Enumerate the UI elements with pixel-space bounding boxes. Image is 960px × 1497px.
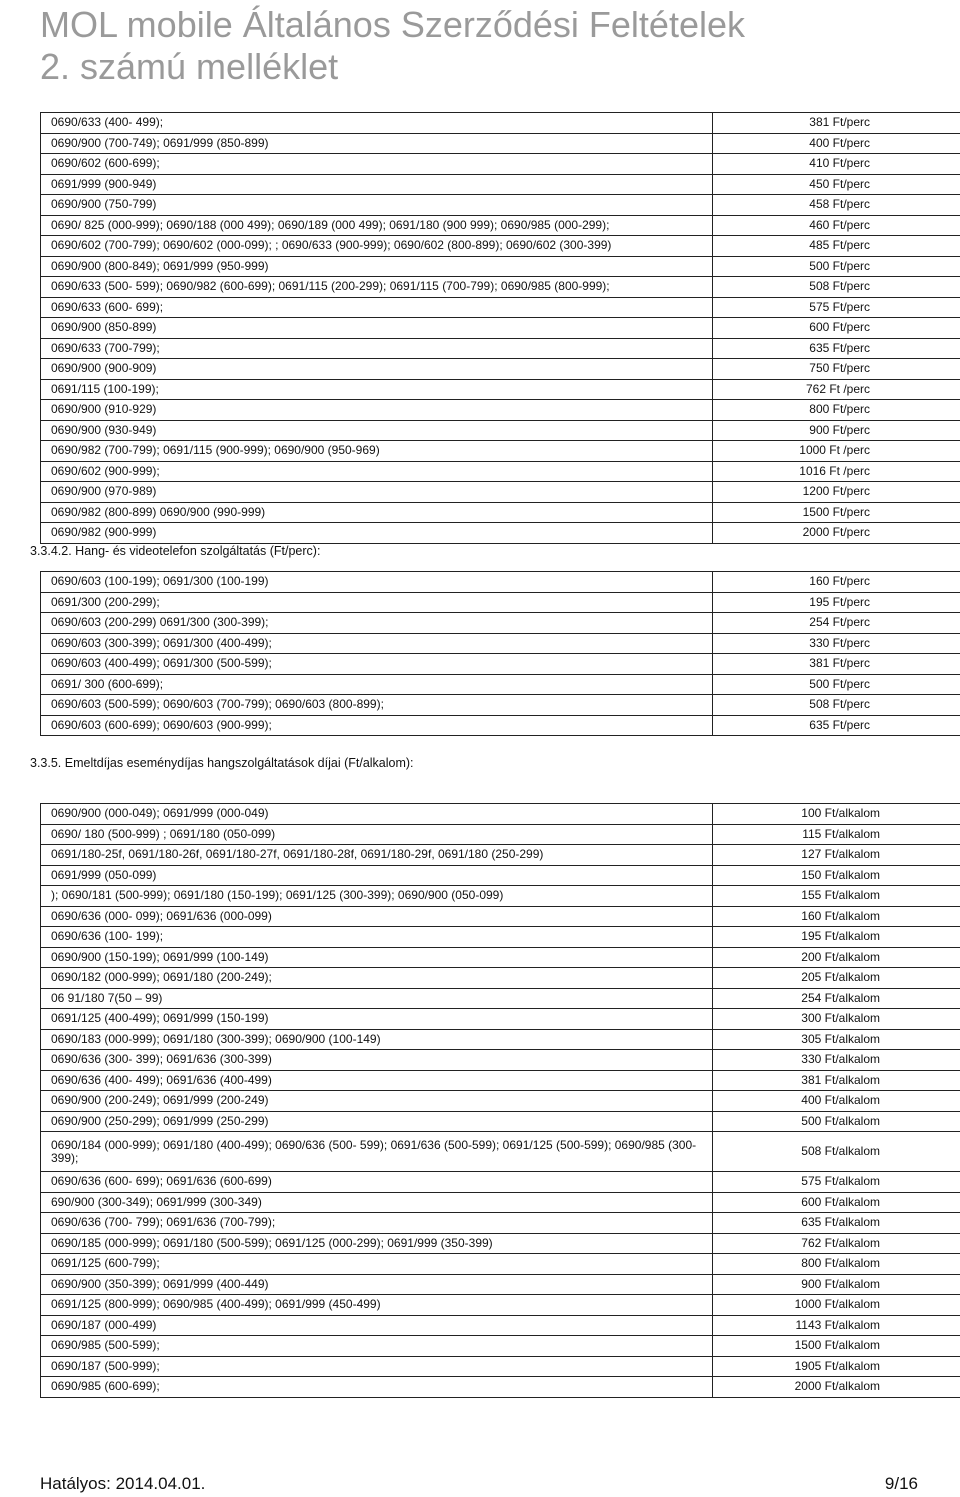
table-row (41, 674, 960, 695)
price-cell: 254 Ft/perc (713, 613, 960, 634)
table-row (41, 420, 960, 441)
table-row (41, 441, 960, 462)
table-row (41, 1132, 960, 1172)
price-cell: 575 Ft/alkalom (713, 1172, 960, 1193)
number-range-cell: 0690/982 (900-999) (41, 523, 713, 544)
price-cell: 508 Ft/perc (713, 277, 960, 298)
table-row (41, 318, 960, 339)
number-range-cell: 0690/900 (250-299); 0691/999 (250-299) (41, 1111, 713, 1132)
table-row (41, 297, 960, 318)
table-row (41, 277, 960, 298)
table-row (41, 195, 960, 216)
table-row (41, 1254, 960, 1275)
number-range-cell: 0690/900 (750-799) (41, 195, 713, 216)
title-line-2: 2. számú melléklet (40, 46, 339, 87)
rate-table-premium-calls (40, 112, 960, 544)
price-cell: 410 Ft/perc (713, 154, 960, 175)
price-cell: 400 Ft/perc (713, 133, 960, 154)
price-cell: 1000 Ft/alkalom (713, 1295, 960, 1316)
number-range-cell: 0691/300 (200-299); (41, 592, 713, 613)
price-cell: 381 Ft/perc (713, 654, 960, 675)
price-cell: 127 Ft/alkalom (713, 845, 960, 866)
table-row (41, 1213, 960, 1234)
table-row (41, 592, 960, 613)
number-range-cell: ); 0690/181 (500-999); 0691/180 (150-199); 0691/125 (300-399); 0690/900 (050-099) (41, 886, 713, 907)
price-cell: 508 Ft/perc (713, 695, 960, 716)
table-row (41, 236, 960, 257)
price-cell: 508 Ft/alkalom (713, 1132, 960, 1172)
price-cell: 381 Ft/perc (713, 113, 960, 134)
price-cell: 1000 Ft /perc (713, 441, 960, 462)
price-cell: 254 Ft/alkalom (713, 988, 960, 1009)
number-range-cell: 0690/636 (300- 399); 0691/636 (300-399) (41, 1050, 713, 1071)
number-range-cell: 0690/636 (600- 699); 0691/636 (600-699) (41, 1172, 713, 1193)
price-cell: 305 Ft/alkalom (713, 1029, 960, 1050)
rate-table-event-based-services (40, 803, 960, 1398)
price-cell: 800 Ft/perc (713, 400, 960, 421)
number-range-cell: 0690/185 (000-999); 0691/180 (500-599); 0691/125 (000-299); 0691/999 (350-399) (41, 1233, 713, 1254)
number-range-cell: 0690/636 (000- 099); 0691/636 (000-099) (41, 906, 713, 927)
price-cell: 195 Ft/alkalom (713, 927, 960, 948)
effective-date: Hatályos: 2014.04.01. (40, 1474, 206, 1493)
number-range-cell: 0690/602 (700-799); 0690/602 (000-099); ; 0690/633 (900-999); 0690/602 (800-899); 0690/602 (300-399) (41, 236, 713, 257)
price-cell: 635 Ft/alkalom (713, 1213, 960, 1234)
table-row (41, 968, 960, 989)
table-row (41, 1315, 960, 1336)
number-range-cell: 0690/633 (500- 599); 0690/982 (600-699); 0691/115 (200-299); 0691/115 (700-799); 0690/985 (800-999); (41, 277, 713, 298)
price-cell: 1500 Ft/perc (713, 502, 960, 523)
table-row (41, 482, 960, 503)
table-row (41, 1111, 960, 1132)
table-row (41, 1233, 960, 1254)
price-cell: 1016 Ft /perc (713, 461, 960, 482)
number-range-cell: 0690/982 (800-899) 0690/900 (990-999) (41, 502, 713, 523)
number-range-cell: 0690/900 (700-749); 0691/999 (850-899) (41, 133, 713, 154)
table-row (41, 654, 960, 675)
number-range-cell: 0691/ 300 (600-699); (41, 674, 713, 695)
number-range-cell: 0691/999 (900-949) (41, 174, 713, 195)
number-range-cell: 0690/900 (970-989) (41, 482, 713, 503)
price-cell: 381 Ft/alkalom (713, 1070, 960, 1091)
number-range-cell: 0690/636 (400- 499); 0691/636 (400-499) (41, 1070, 713, 1091)
table-row (41, 906, 960, 927)
number-range-cell: 0690/900 (910-929) (41, 400, 713, 421)
number-range-cell: 06 91/180 7(50 – 99) (41, 988, 713, 1009)
table-row (41, 113, 960, 134)
price-cell: 400 Ft/alkalom (713, 1091, 960, 1112)
table-row (41, 523, 960, 544)
price-cell: 635 Ft/perc (713, 715, 960, 736)
number-range-cell: 690/900 (300-349); 0691/999 (300-349) (41, 1192, 713, 1213)
table-row (41, 1091, 960, 1112)
table-row (41, 695, 960, 716)
number-range-cell: 0691/999 (050-099) (41, 865, 713, 886)
page-number: 9/16 (884, 1474, 918, 1493)
number-range-cell: 0690/985 (600-699); (41, 1377, 713, 1398)
number-range-cell: 0690/603 (100-199); 0691/300 (100-199) (41, 572, 713, 593)
table-row (41, 1274, 960, 1295)
number-range-cell: 0690/633 (700-799); (41, 338, 713, 359)
document-title (40, 4, 745, 88)
number-range-cell: 0691/125 (600-799); (41, 1254, 713, 1275)
table-row (41, 379, 960, 400)
table-row (41, 174, 960, 195)
number-range-cell: 0691/115 (100-199); (41, 379, 713, 400)
number-range-cell: 0690/633 (600- 699); (41, 297, 713, 318)
number-range-cell: 0690/183 (000-999); 0691/180 (300-399); 0690/900 (100-149) (41, 1029, 713, 1050)
number-range-cell: 0690/985 (500-599); (41, 1336, 713, 1357)
price-cell: 500 Ft/alkalom (713, 1111, 960, 1132)
price-cell: 635 Ft/perc (713, 338, 960, 359)
price-cell: 458 Ft/perc (713, 195, 960, 216)
price-cell: 800 Ft/alkalom (713, 1254, 960, 1275)
table-row (41, 633, 960, 654)
number-range-cell: 0690/900 (850-899) (41, 318, 713, 339)
table-row (41, 1295, 960, 1316)
table-row (41, 1050, 960, 1071)
table-row (41, 1070, 960, 1091)
table-row (41, 338, 960, 359)
number-range-cell: 0690/603 (400-499); 0691/300 (500-599); (41, 654, 713, 675)
table-row (41, 865, 960, 886)
number-range-cell: 0690/602 (900-999); (41, 461, 713, 482)
price-cell: 160 Ft/alkalom (713, 906, 960, 927)
price-cell: 450 Ft/perc (713, 174, 960, 195)
price-cell: 500 Ft/perc (713, 674, 960, 695)
table-row (41, 461, 960, 482)
price-cell: 160 Ft/perc (713, 572, 960, 593)
number-range-cell: 0690/982 (700-799); 0691/115 (900-999); 0690/900 (950-969) (41, 441, 713, 462)
price-cell: 1200 Ft/perc (713, 482, 960, 503)
price-cell: 600 Ft/alkalom (713, 1192, 960, 1213)
number-range-cell: 0690/636 (700- 799); 0691/636 (700-799); (41, 1213, 713, 1234)
table-row (41, 845, 960, 866)
table-row (41, 1356, 960, 1377)
price-cell: 200 Ft/alkalom (713, 947, 960, 968)
price-cell: 330 Ft/perc (713, 633, 960, 654)
price-cell: 900 Ft/perc (713, 420, 960, 441)
number-range-cell: 0690/187 (500-999); (41, 1356, 713, 1377)
price-cell: 100 Ft/alkalom (713, 804, 960, 825)
price-cell: 500 Ft/perc (713, 256, 960, 277)
table-row (41, 1009, 960, 1030)
price-cell: 300 Ft/alkalom (713, 1009, 960, 1030)
table-row (41, 715, 960, 736)
table-row (41, 613, 960, 634)
number-range-cell: 0690/603 (300-399); 0691/300 (400-499); (41, 633, 713, 654)
number-range-cell: 0690/900 (350-399); 0691/999 (400-449) (41, 1274, 713, 1295)
price-cell: 330 Ft/alkalom (713, 1050, 960, 1071)
table-row (41, 1336, 960, 1357)
table-row (41, 1192, 960, 1213)
price-cell: 460 Ft/perc (713, 215, 960, 236)
number-range-cell: 0690/182 (000-999); 0691/180 (200-249); (41, 968, 713, 989)
section-heading-video-telephony: 3.3.4.2. Hang- és videotelefon szolgáltatás (Ft/perc): (30, 544, 321, 558)
table-row (41, 572, 960, 593)
number-range-cell: 0690/900 (200-249); 0691/999 (200-249) (41, 1091, 713, 1112)
table-row (41, 1172, 960, 1193)
number-range-cell: 0690/602 (600-699); (41, 154, 713, 175)
number-range-cell: 0691/125 (800-999); 0690/985 (400-499); 0691/999 (450-499) (41, 1295, 713, 1316)
number-range-cell: 0690/603 (600-699); 0690/603 (900-999); (41, 715, 713, 736)
price-cell: 762 Ft/alkalom (713, 1233, 960, 1254)
table-row (41, 947, 960, 968)
table-row (41, 215, 960, 236)
section-heading-event-based-services: 3.3.5. Emeltdíjas eseménydíjas hangszolgáltatások díjai (Ft/alkalom): (30, 756, 414, 770)
number-range-cell: 0690/187 (000-499) (41, 1315, 713, 1336)
number-range-cell: 0690/603 (500-599); 0690/603 (700-799); 0690/603 (800-899); (41, 695, 713, 716)
price-cell: 762 Ft /perc (713, 379, 960, 400)
price-cell: 2000 Ft/perc (713, 523, 960, 544)
price-cell: 575 Ft/perc (713, 297, 960, 318)
number-range-cell: 0691/125 (400-499); 0691/999 (150-199) (41, 1009, 713, 1030)
number-range-cell: 0690/900 (000-049); 0691/999 (000-049) (41, 804, 713, 825)
number-range-cell: 0690/636 (100- 199); (41, 927, 713, 948)
number-range-cell: 0690/900 (900-909) (41, 359, 713, 380)
table-row (41, 256, 960, 277)
price-cell: 195 Ft/perc (713, 592, 960, 613)
price-cell: 600 Ft/perc (713, 318, 960, 339)
number-range-cell: 0690/633 (400- 499); (41, 113, 713, 134)
number-range-cell: 0691/180-25f, 0691/180-26f, 0691/180-27f, 0691/180-28f, 0691/180-29f, 0691/180 (250-299) (41, 845, 713, 866)
table-row (41, 988, 960, 1009)
table-row (41, 400, 960, 421)
table-row (41, 1377, 960, 1398)
price-cell: 1905 Ft/alkalom (713, 1356, 960, 1377)
rate-table-video-telephony (40, 571, 960, 736)
number-range-cell: 0690/ 825 (000-999); 0690/188 (000 499); 0690/189 (000 499); 0691/180 (900 999); 0690/985 (000-299); (41, 215, 713, 236)
title-line-1: MOL mobile Általános Szerződési Feltételek (40, 4, 745, 45)
price-cell: 150 Ft/alkalom (713, 865, 960, 886)
price-cell: 1500 Ft/alkalom (713, 1336, 960, 1357)
table-row (41, 502, 960, 523)
number-range-cell: 0690/184 (000-999); 0691/180 (400-499); 0690/636 (500- 599); 0691/636 (500-599); 0691/125 (500-599); 0690/985 (300-399); (41, 1132, 713, 1172)
number-range-cell: 0690/900 (800-849); 0691/999 (950-999) (41, 256, 713, 277)
table-row (41, 886, 960, 907)
number-range-cell: 0690/ 180 (500-999) ; 0691/180 (050-099) (41, 824, 713, 845)
price-cell: 2000 Ft/alkalom (713, 1377, 960, 1398)
price-cell: 205 Ft/alkalom (713, 968, 960, 989)
table-row (41, 824, 960, 845)
table-row (41, 359, 960, 380)
table-row (41, 927, 960, 948)
price-cell: 1143 Ft/alkalom (713, 1315, 960, 1336)
price-cell: 485 Ft/perc (713, 236, 960, 257)
price-cell: 115 Ft/alkalom (713, 824, 960, 845)
price-cell: 900 Ft/alkalom (713, 1274, 960, 1295)
price-cell: 155 Ft/alkalom (713, 886, 960, 907)
table-row (41, 1029, 960, 1050)
number-range-cell: 0690/900 (150-199); 0691/999 (100-149) (41, 947, 713, 968)
table-row (41, 804, 960, 825)
number-range-cell: 0690/900 (930-949) (41, 420, 713, 441)
table-row (41, 133, 960, 154)
table-row (41, 154, 960, 175)
price-cell: 750 Ft/perc (713, 359, 960, 380)
number-range-cell: 0690/603 (200-299) 0691/300 (300-399); (41, 613, 713, 634)
